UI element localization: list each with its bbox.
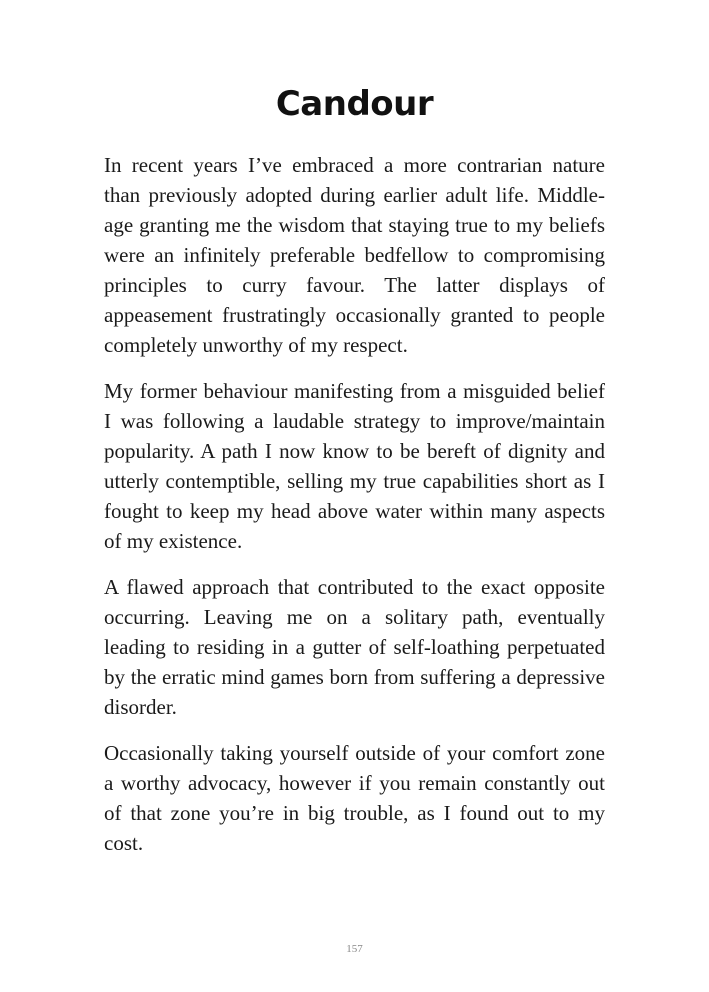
- paragraph-3: A flawed approach that contributed to the exact opposite occurring. Leaving me on a solitary path, eventually leading to residing in a gutter of self-loathing perpetuated by the erratic mind games born from suffering a depressive disorder.: [104, 575, 605, 719]
- page-number: 157: [346, 943, 363, 955]
- paragraph-2: My former behaviour manifesting from a misguided belief I was following a laudable strategy to improve/maintain popularity. A path I now know to be bereft of dignity and utterly contemptible, selling my true capabilities short as I fought to keep my head above water within many aspects of my existence.: [104, 379, 605, 553]
- body-text: [104, 150, 605, 874]
- chapter-title: Candour: [275, 84, 434, 124]
- paragraph-1: In recent years I’ve embraced a more contrarian nature than previously adopted during earlier adult life. Middle-age granting me the wisdom that staying true to my beliefs were an infinitely preferable bedfellow to compromising principles to curry favour. The latter displays of appeasement frustratingly occasionally granted to people completely unworthy of my respect.: [104, 153, 605, 357]
- paragraph-4: Occasionally taking yourself outside of your comfort zone a worthy advocacy, however if you remain constantly out of that zone you’re in big trouble, as I found out to my cost.: [104, 741, 605, 855]
